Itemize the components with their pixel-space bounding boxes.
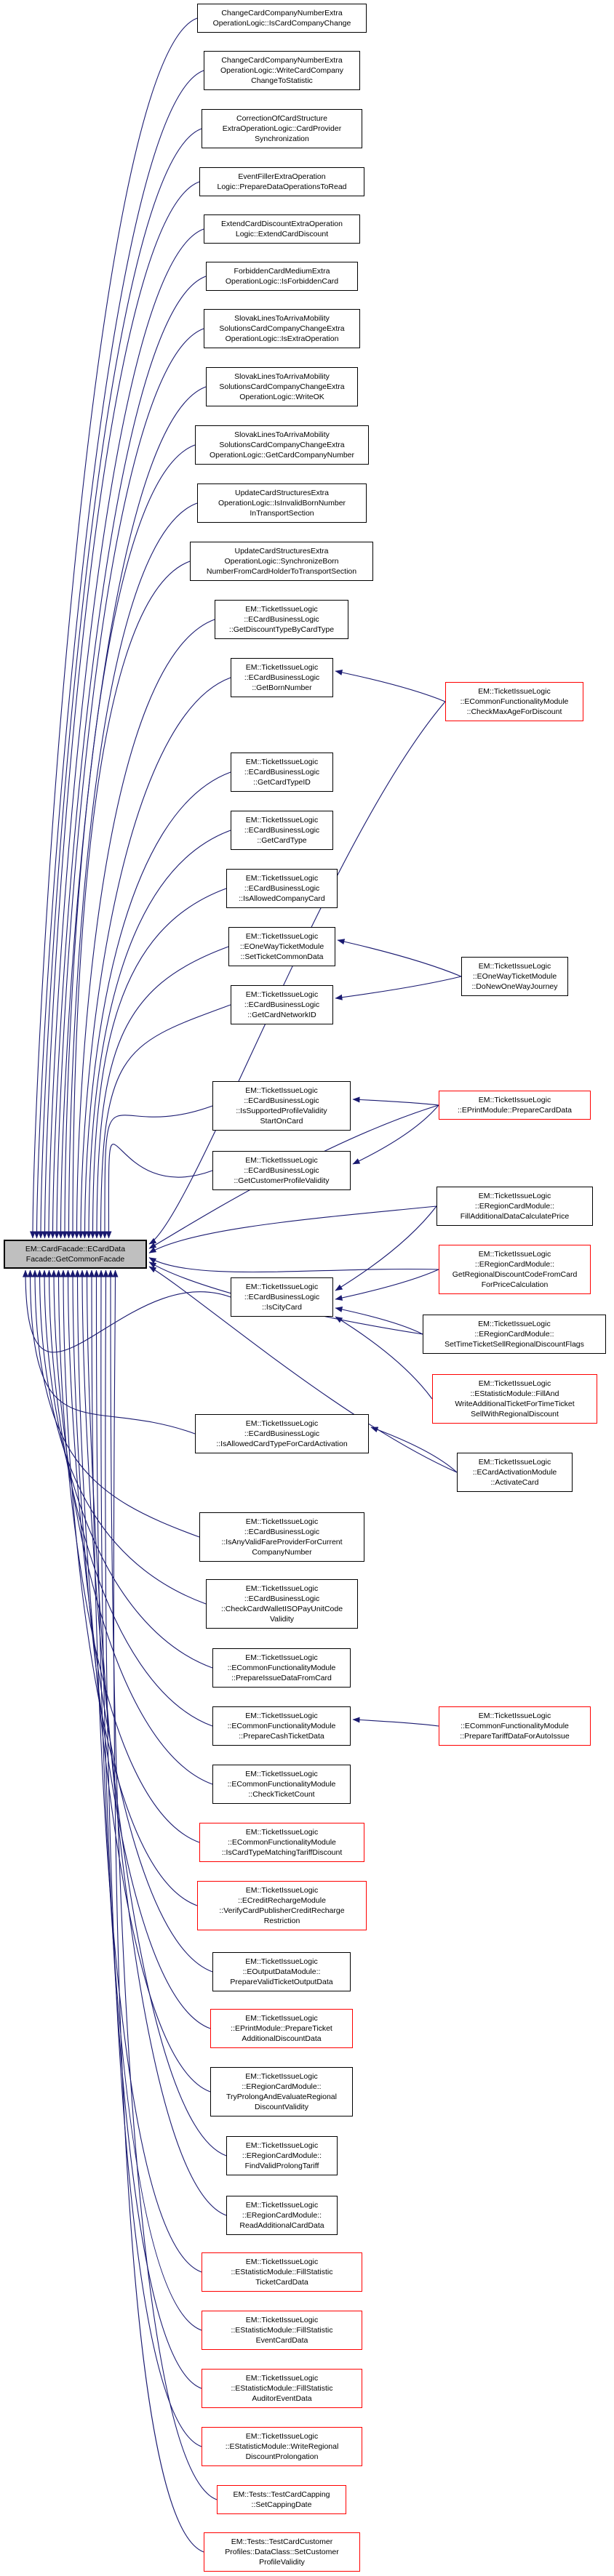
node-label-line: OperationLogic::IsCardCompanyChange bbox=[212, 19, 351, 28]
graph-node-c10[interactable] bbox=[197, 483, 367, 523]
node-label-line: ::EPrintModule::PrepareCardData bbox=[458, 1106, 572, 1115]
node-label-line: ::SetTicketCommonData bbox=[240, 952, 324, 961]
node-label-line: CorrectionOfCardStructure bbox=[236, 114, 327, 123]
graph-node-c1[interactable] bbox=[197, 4, 367, 33]
graph-node-c20[interactable] bbox=[212, 1151, 351, 1190]
graph-node-r2[interactable] bbox=[461, 957, 568, 996]
node-label-line: EM::TicketIssueLogic bbox=[245, 2072, 318, 2081]
graph-edge bbox=[105, 1106, 212, 1238]
node-label-line: ChangeCardCompanyNumberExtra bbox=[221, 56, 343, 65]
node-label-line: SlovakLinesToArrivaMobility bbox=[234, 314, 330, 323]
node-label-line: CompanyNumber bbox=[252, 1548, 312, 1557]
node-label-line: ::ECardBusinessLogic bbox=[244, 1096, 319, 1105]
graph-edge bbox=[93, 888, 227, 1238]
node-label-line: EM::TicketIssueLogic bbox=[245, 816, 319, 824]
node-label-line: Restriction bbox=[263, 1917, 300, 1925]
graph-node-c16[interactable] bbox=[226, 869, 338, 908]
graph-edge bbox=[57, 329, 204, 1238]
graph-node-c37[interactable] bbox=[202, 2369, 362, 2408]
node-label-line: ::CheckMaxAgeForDiscount bbox=[466, 707, 562, 716]
graph-node-r7[interactable] bbox=[432, 1374, 597, 1424]
graph-node-c36[interactable] bbox=[202, 2311, 362, 2350]
node-label-line: EM::CardFacade::ECardData bbox=[25, 1245, 126, 1253]
node-label-line: SellWithRegionalDiscount bbox=[471, 1410, 559, 1419]
node-label-line: EM::TicketIssueLogic bbox=[245, 1770, 318, 1778]
node-label-line: ::ECardBusinessLogic bbox=[244, 768, 320, 777]
node-label-line: SlovakLinesToArrivaMobility bbox=[234, 430, 330, 439]
node-label-line: ::EPrintModule::PrepareTicket bbox=[231, 2024, 332, 2033]
node-label-line: ::EStatisticModule::FillStatistic bbox=[231, 2268, 333, 2276]
node-label-line: ::ECardBusinessLogic bbox=[244, 1000, 320, 1009]
node-label-line: ::ECardBusinessLogic bbox=[244, 1594, 320, 1603]
graph-edge bbox=[149, 1258, 439, 1272]
node-label-line: ::PrepareIssueDataFromCard bbox=[231, 1674, 332, 1682]
graph-node-c26[interactable] bbox=[212, 1706, 351, 1746]
node-label-line: ::ECardActivationModule bbox=[472, 1468, 557, 1477]
node-label-line: EM::TicketIssueLogic bbox=[245, 2432, 319, 2441]
graph-node-c15[interactable] bbox=[231, 811, 333, 850]
node-label-line: ::ECardBusinessLogic bbox=[244, 1166, 319, 1175]
node-label-line: ::IsAllowedCardTypeForCardActivation bbox=[216, 1440, 348, 1448]
graph-edge bbox=[35, 1270, 199, 1537]
graph-edge bbox=[353, 1720, 439, 1726]
node-label-line: EM::TicketIssueLogic bbox=[245, 2201, 319, 2210]
graph-node-c27[interactable] bbox=[212, 1765, 351, 1804]
node-label-line: EM::TicketIssueLogic bbox=[245, 1712, 318, 1720]
node-label-line: ::IsCardTypeMatchingTariffDiscount bbox=[221, 1848, 343, 1857]
node-label-line: EM::TicketIssueLogic bbox=[245, 1584, 319, 1593]
main-node bbox=[4, 1240, 147, 1269]
node-label-line: EM::TicketIssueLogic bbox=[245, 605, 318, 614]
graph-node-c32[interactable] bbox=[210, 2067, 353, 2116]
node-label-line: EM::TicketIssueLogic bbox=[245, 1828, 319, 1837]
graph-edge bbox=[149, 1206, 436, 1253]
node-label-line: EM::TicketIssueLogic bbox=[478, 1458, 551, 1466]
graph-edge bbox=[54, 1270, 212, 1784]
node-label-line: ::ECardBusinessLogic bbox=[244, 884, 320, 893]
node-label-line: ::ERegionCardModule:: bbox=[474, 1330, 554, 1339]
node-label-line: Logic::PrepareDataOperationsToRead bbox=[217, 182, 347, 191]
graph-edge bbox=[77, 619, 215, 1238]
graph-node-c13[interactable] bbox=[231, 658, 333, 697]
node-label-line: EM::TicketIssueLogic bbox=[245, 1957, 318, 1966]
node-label-line: EM::TicketIssueLogic bbox=[245, 1653, 318, 1662]
graph-node-c23[interactable] bbox=[199, 1512, 364, 1562]
node-label-line: ::ECommonFunctionalityModule bbox=[228, 1838, 336, 1847]
graph-node-r9[interactable] bbox=[439, 1706, 591, 1746]
node-label-line: OperationLogic::IsForbiddenCard bbox=[225, 277, 339, 286]
node-label-line: EM::TicketIssueLogic bbox=[245, 1517, 319, 1526]
node-label-line: ::ERegionCardModule:: bbox=[242, 2151, 322, 2160]
node-label-line: SolutionsCardCompanyChangeExtra bbox=[219, 441, 345, 449]
node-label-line: ::PrepareTariffDataForAutoIssue bbox=[460, 1732, 570, 1741]
graph-edge bbox=[69, 503, 198, 1238]
graph-node-c12[interactable] bbox=[215, 600, 348, 639]
node-label-line: ::ECardBusinessLogic bbox=[244, 1429, 320, 1438]
graph-node-c9[interactable] bbox=[195, 425, 369, 465]
graph-node-r5[interactable] bbox=[439, 1245, 591, 1294]
node-label-line: ::ECommonFunctionalityModule bbox=[227, 1722, 336, 1730]
node-label-line: ::VerifyCardPublisherCreditRecharge bbox=[219, 1906, 345, 1915]
node-label-line: ::SetCappingDate bbox=[251, 2500, 312, 2509]
node-label-line: ::EOneWayTicketModule bbox=[239, 942, 324, 951]
node-label-line: Synchronization bbox=[255, 135, 309, 143]
node-label-line: EM::TicketIssueLogic bbox=[245, 990, 319, 999]
node-label-line: ::EStatisticModule::WriteRegional bbox=[225, 2442, 339, 2451]
graph-edge bbox=[335, 1206, 436, 1291]
node-label-line: EM::TicketIssueLogic bbox=[478, 687, 551, 696]
graph-edge bbox=[96, 1270, 202, 2330]
graph-edge bbox=[113, 1270, 204, 2552]
node-label-line: TicketCardData bbox=[255, 2278, 308, 2287]
graph-node-c6[interactable] bbox=[206, 262, 358, 291]
graph-node-c30[interactable] bbox=[212, 1952, 351, 1991]
node-label-line: TryProlongAndEvaluateRegional bbox=[226, 2093, 337, 2101]
node-label-line: ::GetBornNumber bbox=[252, 683, 312, 692]
node-label-line: ::ECardBusinessLogic bbox=[244, 615, 319, 624]
node-label-line: ::GetCardType bbox=[257, 836, 307, 845]
graph-node-r8[interactable] bbox=[457, 1453, 573, 1492]
node-label-line: EM::TicketIssueLogic bbox=[245, 2316, 319, 2324]
node-label-line: DiscountValidity bbox=[255, 2103, 308, 2111]
graph-edge bbox=[335, 976, 461, 998]
node-label-line: ::ECardBusinessLogic bbox=[244, 826, 320, 835]
node-label-line: EM::TicketIssueLogic bbox=[478, 1096, 551, 1104]
node-label-line: ::ActivateCard bbox=[490, 1478, 539, 1487]
node-label-line: EM::TicketIssueLogic bbox=[478, 1712, 551, 1720]
node-label-line: ::ERegionCardModule:: bbox=[474, 1202, 555, 1211]
graph-edge bbox=[338, 940, 461, 976]
node-label-line: ::IsCityCard bbox=[262, 1303, 302, 1312]
node-label-line: ::DoNewOneWayJourney bbox=[471, 982, 558, 991]
node-label-line: ::ECardBusinessLogic bbox=[244, 673, 320, 682]
graph-node-c28[interactable] bbox=[199, 1823, 364, 1862]
node-label-line: GetRegionalDiscountCodeFromCard bbox=[452, 1270, 578, 1279]
node-label-line: ::ECardBusinessLogic bbox=[244, 1528, 320, 1536]
graph-node-c19[interactable] bbox=[212, 1081, 351, 1131]
graph-node-c4[interactable] bbox=[199, 167, 364, 196]
node-label-line: ChangeCardCompanyNumberExtra bbox=[221, 9, 343, 17]
node-label-line: Facade::GetCommonFacade bbox=[25, 1255, 125, 1264]
node-label-line: ::ECommonFunctionalityModule bbox=[227, 1780, 336, 1789]
node-label-line: EM::TicketIssueLogic bbox=[245, 1086, 318, 1095]
node-label-line: ::EOutputDataModule:: bbox=[242, 1967, 321, 1976]
node-label-line: EM::TicketIssueLogic bbox=[245, 2014, 318, 2023]
node-label-line: ::IsAllowedCompanyCard bbox=[239, 894, 325, 903]
node-label-line: EM::TicketIssueLogic bbox=[245, 1886, 319, 1895]
node-label-line: Validity bbox=[269, 1615, 295, 1624]
node-label-line: EventCardData bbox=[255, 2336, 308, 2345]
graph-node-c21[interactable] bbox=[231, 1277, 333, 1317]
graph-node-r4[interactable] bbox=[436, 1187, 593, 1226]
node-label-line: ::ECommonFunctionalityModule bbox=[460, 1722, 569, 1730]
node-label-line: OperationLogic::GetCardCompanyNumber bbox=[209, 451, 354, 460]
node-label-line: ::GetCardTypeID bbox=[253, 778, 311, 787]
node-label-line: ChangeToStatistic bbox=[251, 76, 313, 85]
node-label-line: SolutionsCardCompanyChangeExtra bbox=[219, 324, 345, 333]
graph-node-r6[interactable] bbox=[423, 1315, 606, 1354]
graph-edge bbox=[73, 561, 190, 1238]
node-label-line: ::ERegionCardModule:: bbox=[474, 1260, 555, 1269]
graph-edge bbox=[371, 1427, 457, 1472]
graph-edge bbox=[61, 387, 207, 1238]
node-label-line: EM::TicketIssueLogic bbox=[478, 1192, 551, 1200]
node-label-line: UpdateCardStructuresExtra bbox=[235, 489, 329, 497]
node-label-line: ::GetCustomerProfileValidity bbox=[234, 1176, 330, 1185]
graph-node-c18[interactable] bbox=[231, 985, 333, 1024]
node-label-line: ::ERegionCardModule:: bbox=[242, 2082, 322, 2091]
node-label-line: ::EStatisticModule::FillStatistic bbox=[231, 2326, 333, 2335]
graph-edge bbox=[335, 1317, 432, 1399]
node-label-line: ::ECommonFunctionalityModule bbox=[460, 697, 569, 706]
node-label-line: UpdateCardStructuresExtra bbox=[234, 547, 329, 555]
graph-node-c33[interactable] bbox=[226, 2136, 338, 2175]
node-label-line: EM::TicketIssueLogic bbox=[245, 663, 319, 672]
node-label-line: ::EOneWayTicketModule bbox=[472, 972, 557, 981]
graph-node-c11[interactable] bbox=[190, 542, 373, 581]
node-label-line: OperationLogic::IsExtraOperation bbox=[225, 334, 339, 343]
node-label-line: EM::TicketIssueLogic bbox=[245, 2374, 319, 2383]
node-label-line: AuditorEventData bbox=[252, 2394, 312, 2403]
node-label-line: ProfileValidity bbox=[259, 2558, 305, 2567]
graph-node-c35[interactable] bbox=[202, 2252, 362, 2292]
graph-edge bbox=[108, 1144, 212, 1238]
graph-node-c31[interactable] bbox=[210, 2009, 353, 2048]
graph-edge bbox=[353, 1105, 439, 1164]
graph-node-c2[interactable] bbox=[204, 51, 360, 90]
node-label-line: ::CheckCardWalletISOPayUnitCode bbox=[220, 1605, 343, 1613]
graph-node-c34[interactable] bbox=[226, 2196, 338, 2235]
node-label-line: ::ERegionCardModule:: bbox=[242, 2211, 322, 2220]
graph-edge bbox=[85, 772, 231, 1238]
node-label-line: OperationLogic::SynchronizeBorn bbox=[224, 557, 339, 566]
graph-edge bbox=[53, 276, 207, 1238]
node-label-line: ::IsAnyValidFareProviderForCurrent bbox=[221, 1538, 343, 1546]
node-label-line: SolutionsCardCompanyChangeExtra bbox=[219, 382, 345, 391]
node-label-line: EM::TicketIssueLogic bbox=[245, 2141, 319, 2150]
node-label-line: PrepareValidTicketOutputData bbox=[230, 1978, 333, 1986]
graph-node-c39[interactable] bbox=[217, 2485, 346, 2514]
graph-edge bbox=[59, 1270, 200, 1842]
node-label-line: OperationLogic::IsInvalidBornNumber bbox=[218, 499, 346, 507]
node-label-line: OperationLogic::WriteCardCompany bbox=[220, 66, 344, 75]
node-label-line: OperationLogic::WriteOK bbox=[239, 393, 324, 401]
graph-node-r1[interactable] bbox=[445, 682, 583, 721]
node-label-line: ::CheckTicketCount bbox=[248, 1790, 315, 1799]
graph-node-c3[interactable] bbox=[202, 109, 362, 148]
graph-edge bbox=[73, 1270, 210, 2029]
node-label-line: EM::TicketIssueLogic bbox=[478, 1250, 551, 1259]
node-label-line: Profiles::DataClass::SetCustomer bbox=[225, 2548, 339, 2556]
node-label-line: ExtraOperationLogic::CardProvider bbox=[222, 124, 342, 133]
node-label-line: EM::TicketIssueLogic bbox=[245, 1419, 319, 1428]
node-label-line: ::IsSupportedProfileValidity bbox=[236, 1107, 327, 1115]
node-label-line: EM::Tests::TestCardCapping bbox=[233, 2490, 330, 2499]
node-label-line: EM::TicketIssueLogic bbox=[478, 1320, 551, 1328]
node-label-line: EM::TicketIssueLogic bbox=[245, 874, 319, 883]
graph-node-c17[interactable] bbox=[228, 927, 335, 966]
graph-node-c38[interactable] bbox=[202, 2427, 362, 2466]
node-label-line: InTransportSection bbox=[250, 509, 314, 518]
node-label-line: ::EStatisticModule::FillStatistic bbox=[231, 2384, 333, 2393]
node-label-line: EM::TicketIssueLogic bbox=[245, 932, 319, 941]
node-label-line: EM::TicketIssueLogic bbox=[245, 2258, 319, 2266]
node-label-line: ReadAdditionalCardData bbox=[239, 2221, 324, 2230]
graph-node-c25[interactable] bbox=[212, 1648, 351, 1688]
node-label-line: EM::TicketIssueLogic bbox=[245, 758, 319, 766]
node-label-line: ::ECommonFunctionalityModule bbox=[227, 1664, 336, 1672]
graph-edge bbox=[335, 671, 445, 702]
node-label-line: FindValidProlongTariff bbox=[244, 2162, 319, 2170]
node-label-line: ::GetDiscountTypeByCardType bbox=[228, 625, 335, 634]
node-label-line: ::GetCardNetworkID bbox=[247, 1011, 316, 1019]
graph-edge bbox=[82, 1270, 226, 2156]
graph-node-c29[interactable] bbox=[197, 1881, 367, 1930]
node-label-line: EM::Tests::TestCardCustomer bbox=[231, 2537, 333, 2546]
node-label-line: ::ECreditRechargeModule bbox=[238, 1896, 326, 1905]
node-label-line: ExtendCardDiscountExtraOperation bbox=[221, 220, 343, 228]
graph-node-c14[interactable] bbox=[231, 753, 333, 792]
node-label-line: EM::TicketIssueLogic bbox=[245, 1283, 319, 1291]
node-label-line: EM::TicketIssueLogic bbox=[478, 1379, 551, 1388]
node-label-line: ForbiddenCardMediumExtra bbox=[234, 267, 330, 276]
node-label-line: ::ECardBusinessLogic bbox=[244, 1293, 320, 1301]
node-label-line: ForPriceCalculation bbox=[481, 1280, 549, 1289]
node-label-line: WriteAdditionalTicketForTimeTicket bbox=[455, 1400, 575, 1408]
node-label-line: AdditionalDiscountData bbox=[242, 2034, 322, 2043]
node-label-line: DiscountProlongation bbox=[245, 2452, 319, 2461]
node-label-line: FillAdditionalDataCalculatePrice bbox=[460, 1212, 570, 1221]
node-label-line: EM::TicketIssueLogic bbox=[245, 1156, 318, 1165]
graph-node-r3[interactable] bbox=[439, 1091, 591, 1120]
graph-edge bbox=[101, 1270, 202, 2388]
graph-node-c22[interactable] bbox=[195, 1414, 369, 1453]
graph-edge bbox=[335, 1269, 439, 1299]
node-label-line: ::PrepareCashTicketData bbox=[239, 1732, 324, 1741]
node-label-line: SlovakLinesToArrivaMobility bbox=[234, 372, 330, 381]
graph-node-c40[interactable] bbox=[204, 2532, 360, 2572]
node-label-line: ::EStatisticModule::FillAnd bbox=[470, 1389, 559, 1398]
graph-edge bbox=[353, 1099, 439, 1105]
node-label-line: SetTimeTicketSellRegionalDiscountFlags bbox=[444, 1340, 584, 1349]
graph-node-c24[interactable] bbox=[206, 1579, 358, 1629]
graph-node-c7[interactable] bbox=[204, 309, 360, 348]
node-label-line: StartOnCard bbox=[260, 1117, 303, 1126]
node-label-line: EM::TicketIssueLogic bbox=[478, 962, 551, 971]
graph-node-c5[interactable] bbox=[204, 214, 360, 244]
graph-edge bbox=[97, 947, 228, 1238]
node-label-line: NumberFromCardHolderToTransportSection bbox=[206, 567, 357, 576]
node-label-line: EventFillerExtraOperation bbox=[238, 172, 326, 181]
node-label-line: Logic::ExtendCardDiscount bbox=[235, 230, 329, 238]
graph-node-c8[interactable] bbox=[206, 367, 358, 406]
